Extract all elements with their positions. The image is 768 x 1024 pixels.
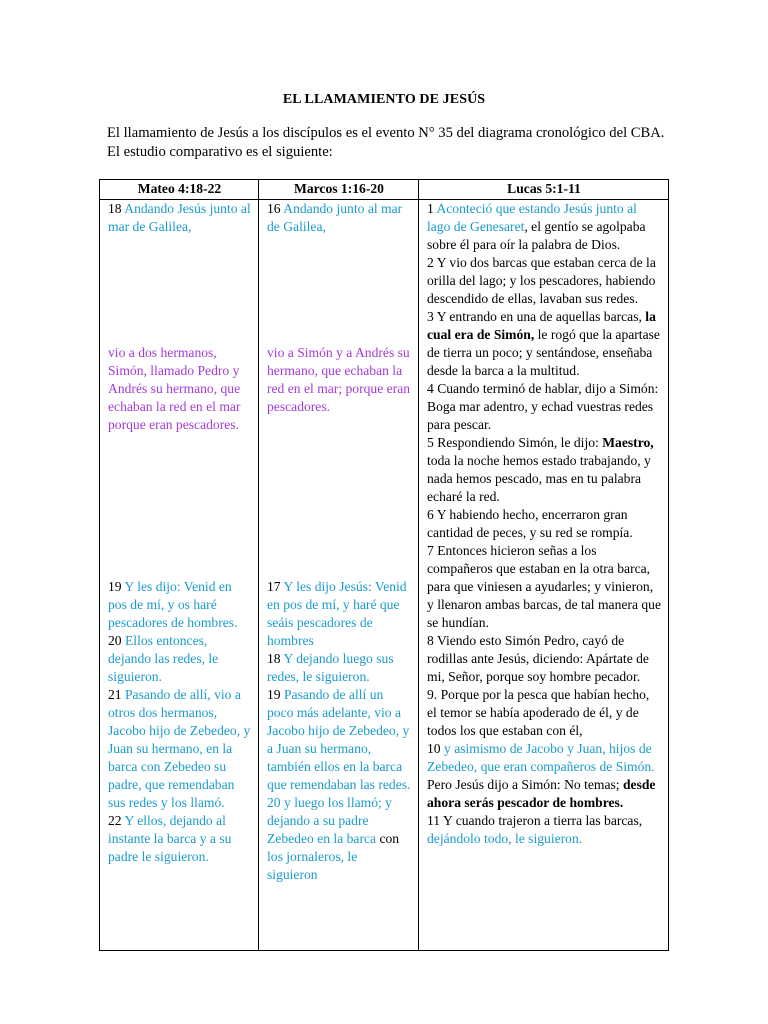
verse-text: toda la noche hemos estado trabajando, y nada hemos pescado, mas en tu palabra echaré la red. bbox=[427, 453, 651, 504]
verse-text: con bbox=[376, 831, 400, 846]
marcos-cell bbox=[259, 200, 419, 951]
lucas-v7: 7 Entonces hicieron señas a los compañeros que estaban en la otra barca, para que viniesen a ayudarles; y vinieron, y llenaron ambas barcas, de tal manera que se hundían. bbox=[427, 543, 662, 630]
header-mateo: Mateo 4:18-22 bbox=[100, 180, 259, 200]
mateo-v21 bbox=[108, 686, 251, 812]
header-lucas: Lucas 5:1-11 bbox=[419, 180, 669, 200]
mateo-v18b: vio a dos hermanos, Simón, llamado Pedro y Andrés su hermano, que echaban la red en el mar porque eran pescadores. bbox=[108, 345, 241, 432]
mateo-v19 bbox=[108, 578, 251, 632]
lucas-v3 bbox=[427, 308, 661, 380]
lucas-v10 bbox=[427, 740, 661, 812]
verse-text: 3 Y entrando en una de aquellas barcas, bbox=[427, 309, 646, 324]
document-title: EL LLAMAMIENTO DE JESÚS bbox=[282, 92, 486, 107]
table-row bbox=[100, 200, 669, 951]
lucas-v4: 4 Cuando terminó de hablar, dijo a Simón: Boga mar adentro, y echad vuestras redes para pescar. bbox=[427, 381, 659, 432]
verse-text: Y ellos, dejando al instante la barca y a su padre le siguieron. bbox=[108, 813, 232, 864]
intro-paragraph: El llamamiento de Jesús a los discípulos es el evento N° 35 del diagrama cronológico del CBA. El estudio comparativo es el siguiente: bbox=[107, 125, 665, 160]
verse-text: dejándolo todo, le siguieron. bbox=[427, 831, 583, 846]
verse-number: 18 bbox=[267, 651, 284, 666]
verse-number: 10 bbox=[427, 741, 444, 756]
verse-text: , el gentío se agolpaba sobre él para oír la palabra de Dios. bbox=[427, 219, 646, 252]
verse-number: 16 bbox=[267, 201, 284, 216]
verse-text: Ellos entonces, dejando las redes, le siguieron. bbox=[108, 633, 219, 684]
lucas-cell bbox=[419, 200, 669, 951]
lucas-v5 bbox=[427, 434, 661, 506]
table-header-row bbox=[100, 180, 669, 200]
verse-text: Andando junto al mar de Galilea, bbox=[267, 201, 403, 234]
header-marcos: Marcos 1:16-20 bbox=[259, 180, 419, 200]
mateo-v18a bbox=[108, 200, 251, 236]
verse-text: Pasando de allí, vio a otros dos hermanos, Jacobo hijo de Zebedeo, y Juan su hermano, en la barca con Zebedeo su padre, que remendaban sus redes y los llamó. bbox=[108, 687, 251, 810]
verse-text: los jornaleros, le siguieron bbox=[267, 849, 358, 882]
mateo-cell bbox=[100, 200, 259, 951]
verse-number: 21 bbox=[108, 687, 125, 702]
lucas-v6: 6 Y habiendo hecho, encerraron gran cantidad de peces, y su red se rompía. bbox=[427, 507, 633, 540]
verse-text: 11 Y cuando trajeron a tierra las barcas, bbox=[427, 813, 643, 828]
verse-text: le rogó que la apartase de tierra un poco; y sentándose, enseñaba desde la barca a la multitud. bbox=[427, 327, 660, 378]
verse-text: Y dejando luego sus redes, le siguieron. bbox=[267, 651, 394, 684]
marcos-v16a bbox=[267, 200, 411, 236]
mateo-v22 bbox=[108, 812, 251, 866]
marcos-v18 bbox=[267, 650, 411, 686]
verse-number: 19 bbox=[267, 687, 284, 702]
verse-text: Aconteció que estando Jesús junto al lago de Genesaret bbox=[427, 201, 637, 234]
marcos-v20 bbox=[267, 794, 411, 884]
verse-text: Pasando de allí un poco más adelante, vio a Jacobo hijo de Zebedeo, y a Juan su hermano, también ellos en la barca que remendaban las redes. bbox=[267, 687, 411, 792]
verse-text: y asimismo de Jacobo y Juan, hijos de Zebedeo, que eran compañeros de Simón. bbox=[427, 741, 655, 774]
verse-number: 22 bbox=[108, 813, 125, 828]
lucas-v1 bbox=[427, 200, 661, 254]
lucas-v2: 2 Y vio dos barcas que estaban cerca de la orilla del lago; y los pescadores, habiendo descendido de ellas, lavaban sus redes. bbox=[427, 255, 656, 306]
verse-text: 20 y luego los llamó; y dejando a su padre Zebedeo en la barca bbox=[267, 795, 392, 846]
verse-number: 17 bbox=[267, 579, 284, 594]
verse-text: Andando Jesús junto al mar de Galilea, bbox=[108, 201, 251, 234]
comparison-table bbox=[99, 179, 669, 951]
verse-number: 1 bbox=[427, 201, 437, 216]
verse-number: 20 bbox=[108, 633, 125, 648]
lucas-v9: 9. Porque por la pesca que habían hecho, el temor se había apoderado de él, y de todos los que estaban con él, bbox=[427, 687, 650, 738]
lucas-v11 bbox=[427, 812, 661, 848]
mateo-v20 bbox=[108, 632, 251, 686]
marcos-v16b: vio a Simón y a Andrés su hermano, que echaban la red en el mar; porque eran pescadores. bbox=[267, 345, 411, 414]
verse-text-bold: Maestro, bbox=[602, 435, 654, 450]
marcos-v19 bbox=[267, 686, 411, 794]
verse-text: Y les dijo Jesús: Venid en pos de mí, y haré que seáis pescadores de hombres bbox=[267, 579, 407, 648]
verse-number: 19 bbox=[108, 579, 125, 594]
verse-text: 5 Respondiendo Simón, le dijo: bbox=[427, 435, 603, 450]
marcos-v17 bbox=[267, 578, 411, 650]
verse-text: Pero Jesús dijo a Simón: No temas; bbox=[427, 777, 623, 792]
lucas-v8: 8 Viendo esto Simón Pedro, cayó de rodillas ante Jesús, diciendo: Apártate de mi, Señor, porque soy hombre pecador. bbox=[427, 633, 649, 684]
verse-text-bold: la cual era de Simón, bbox=[427, 309, 656, 342]
verse-text: Y les dijo: Venid en pos de mí, y os haré pescadores de hombres. bbox=[108, 579, 238, 630]
verse-number: 18 bbox=[108, 201, 125, 216]
verse-text-bold: desde ahora serás pescador de hombres. bbox=[427, 777, 656, 810]
